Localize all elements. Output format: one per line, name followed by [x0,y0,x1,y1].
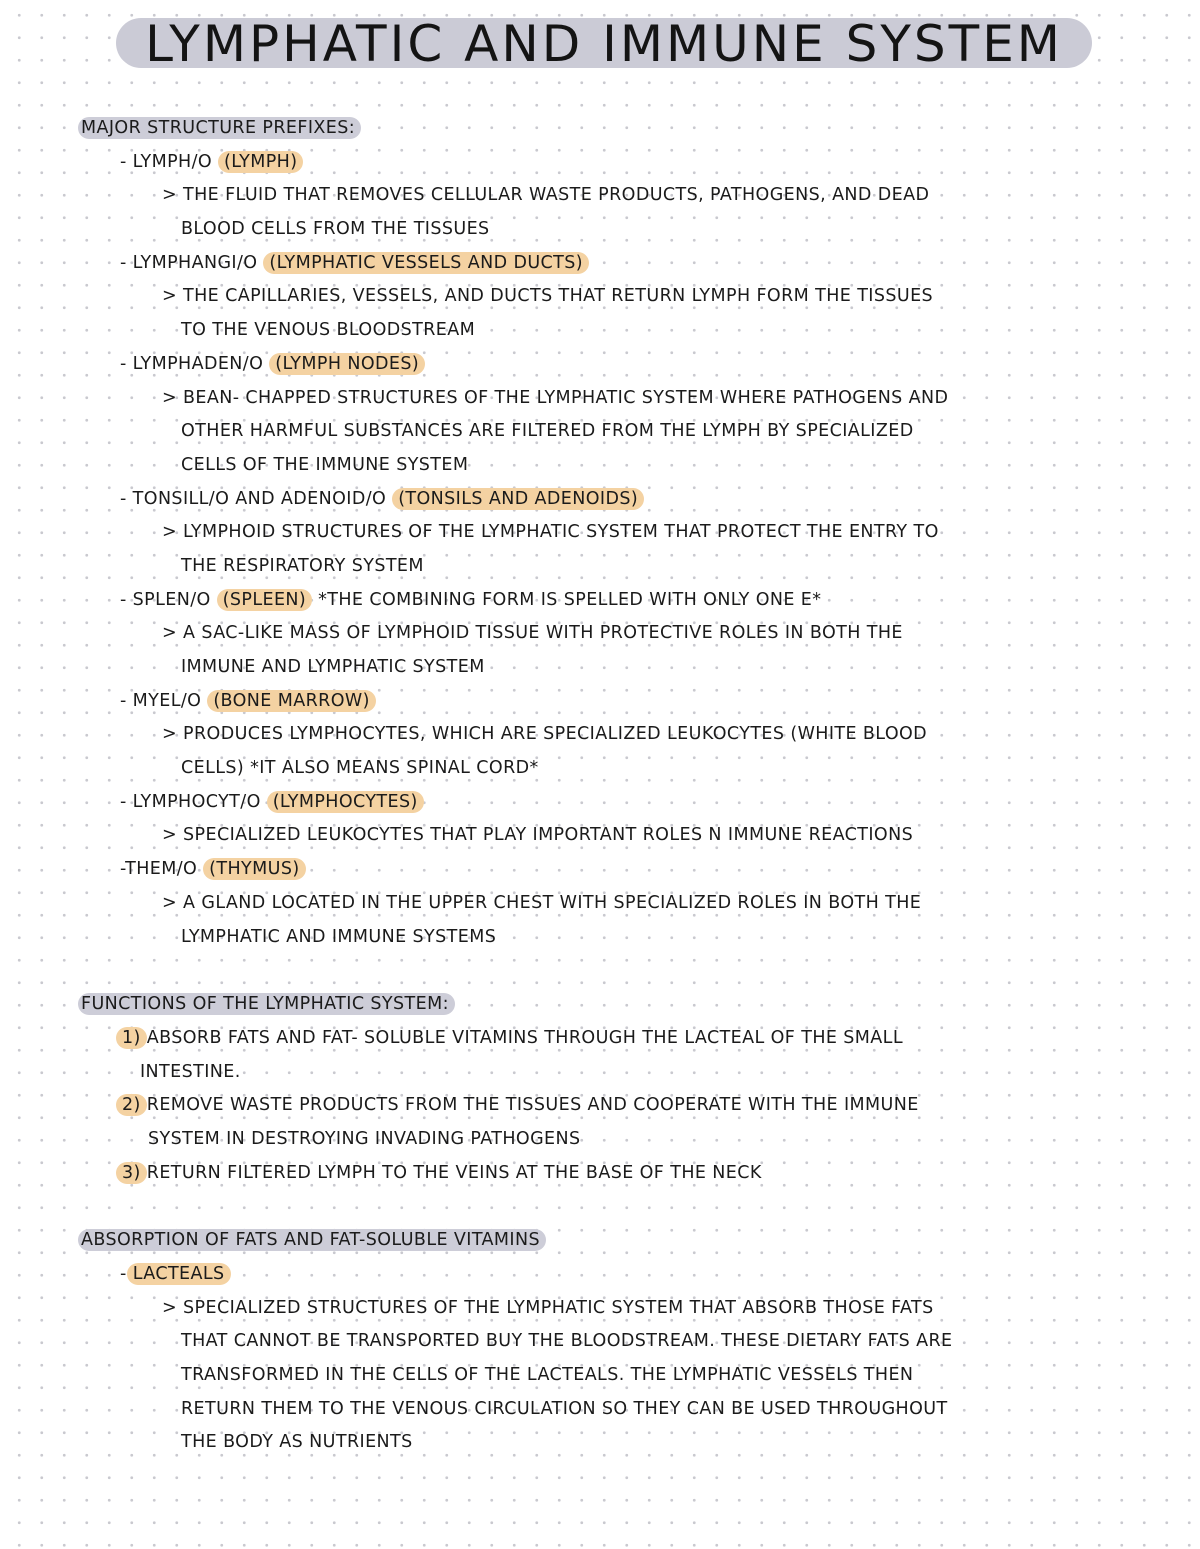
absorption-description: TRANSFORMED IN THE CELLS OF THE LACTEALS. THE LYMPHATIC VESSELS THEN [181,1365,914,1386]
section-spacer [0,954,1200,988]
prefix-description: BLOOD CELLS FROM THE TISSUES [181,219,490,240]
page-title: LYMPHATIC AND IMMUNE SYSTEM [145,15,1063,73]
function-item [0,1022,1200,1056]
prefix-description: > BEAN- CHAPPED STRUCTURES OF THE LYMPHATIC SYSTEM WHERE PATHOGENS AND [162,387,949,408]
absorption-description: RETURN THEM TO THE VENOUS CIRCULATION SO THEY CAN BE USED THROUGHOUT [181,1398,948,1419]
prefix-item [0,685,1200,719]
absorption-heading: ABSORPTION OF FATS AND FAT-SOLUBLE VITAMINS [78,1229,546,1251]
prefixes-heading: MAJOR STRUCTURE PREFIXES: [78,117,361,139]
prefix-term: - MYEL/O [120,690,208,711]
prefixes-heading-line [0,112,1200,146]
prefix-description: > PRODUCES LYMPHOCYTES, WHICH ARE SPECIALIZED LEUKOCYTES (WHITE BLOOD [162,724,928,745]
function-text: ABSORB FATS AND FAT- SOLUBLE VITAMINS THROUGH THE LACTEAL OF THE SMALL [146,1027,903,1048]
absorption-description: THE BODY AS NUTRIENTS [181,1432,413,1453]
prefix-term: - SPLEN/O [120,589,217,610]
prefix-item [0,786,1200,820]
prefix-description: IMMUNE AND LYMPHATIC SYSTEM [181,657,485,677]
prefix-meaning: (LYMPH NODES) [269,353,425,375]
prefix-description: > A GLAND LOCATED IN THE UPPER CHEST WITH SPECIALIZED ROLES IN BOTH THE [162,892,922,913]
prefix-description: > THE CAPILLARIES, VESSELS, AND DUCTS THAT RETURN LYMPH FORM THE TISSUES [162,286,934,307]
prefix-term: - LYMPH/O [120,151,219,172]
prefix-term: - TONSILL/O AND ADENOID/O [120,488,393,509]
prefix-meaning: (THYMUS) [203,858,305,880]
prefix-description: LYMPHATIC AND IMMUNE SYSTEMS [181,926,497,947]
absorption-term: LACTEALS [127,1263,231,1285]
prefix-description: > SPECIALIZED LEUKOCYTES THAT PLAY IMPORTANT ROLES N IMMUNE REACTIONS [162,825,914,846]
prefix-item [0,146,1200,180]
prefix-term: - LYMPHOCYT/O [120,791,267,812]
prefix-term: -THEM/O [120,859,204,880]
prefix-term: - LYMPHANGI/O [120,252,264,273]
prefix-description: CELLS) *IT ALSO MEANS SPINAL CORD* [181,758,539,779]
prefix-description: > LYMPHOID STRUCTURES OF THE LYMPHATIC SYSTEM THAT PROTECT THE ENTRY TO [162,522,939,543]
absorption-term-line [0,1258,1200,1292]
prefix-meaning: (LYMPH) [218,151,303,173]
functions-heading: FUNCTIONS OF THE LYMPHATIC SYSTEM: [78,993,455,1015]
prefix-item [0,853,1200,887]
prefix-item [0,247,1200,281]
absorption-heading-line [0,1224,1200,1258]
absorption-description: THAT CANNOT BE TRANSPORTED BUY THE BLOODSTREAM. THESE DIETARY FATS ARE [181,1331,953,1352]
prefix-description: OTHER HARMFUL SUBSTANCES ARE FILTERED FROM THE LYMPH BY SPECIALIZED [181,421,914,442]
notes-content [0,112,1200,1460]
prefix-term: - LYMPHADEN/O [120,353,270,374]
function-item [0,1157,1200,1191]
function-number: 2) [116,1094,147,1116]
prefix-item [0,584,1200,618]
prefix-meaning: (BONE MARROW) [207,690,376,712]
function-number: 3) [116,1162,147,1184]
prefix-meaning: (SPLEEN) [217,589,312,611]
absorption-description: > SPECIALIZED STRUCTURES OF THE LYMPHATIC SYSTEM THAT ABSORB THOSE FATS [162,1297,934,1318]
prefix-note: *THE COMBINING FORM IS SPELLED WITH ONLY ONE E* [312,589,822,610]
prefix-description: CELLS OF THE IMMUNE SYSTEM [181,454,469,475]
prefix-meaning: (TONSILS AND ADENOIDS) [392,488,644,510]
prefix-description: THE RESPIRATORY SYSTEM [181,555,424,576]
absorption-dash: - [120,1264,127,1284]
function-item [0,1089,1200,1123]
function-text: INTESTINE. [140,1061,241,1082]
function-text: RETURN FILTERED LYMPH TO THE VEINS AT THE BASE OF THE NECK [146,1162,762,1183]
prefix-item [0,483,1200,517]
functions-heading-line [0,988,1200,1022]
prefix-meaning: (LYMPHATIC VESSELS AND DUCTS) [263,252,589,274]
prefix-description: > A SAC-LIKE MASS OF LYMPHOID TISSUE WITH PROTECTIVE ROLES IN BOTH THE [162,623,903,644]
prefix-meaning: (LYMPHOCYTES) [267,791,424,813]
page-title-banner [116,14,1092,74]
section-spacer [0,1190,1200,1224]
prefix-description: TO THE VENOUS BLOODSTREAM [181,320,476,341]
prefix-description: > THE FLUID THAT REMOVES CELLULAR WASTE PRODUCTS, PATHOGENS, AND DEAD [162,185,930,206]
function-text: SYSTEM IN DESTROYING INVADING PATHOGENS [148,1128,581,1149]
prefix-item [0,348,1200,382]
function-number: 1) [116,1027,147,1049]
function-text: REMOVE WASTE PRODUCTS FROM THE TISSUES AND COOPERATE WITH THE IMMUNE [146,1095,919,1116]
